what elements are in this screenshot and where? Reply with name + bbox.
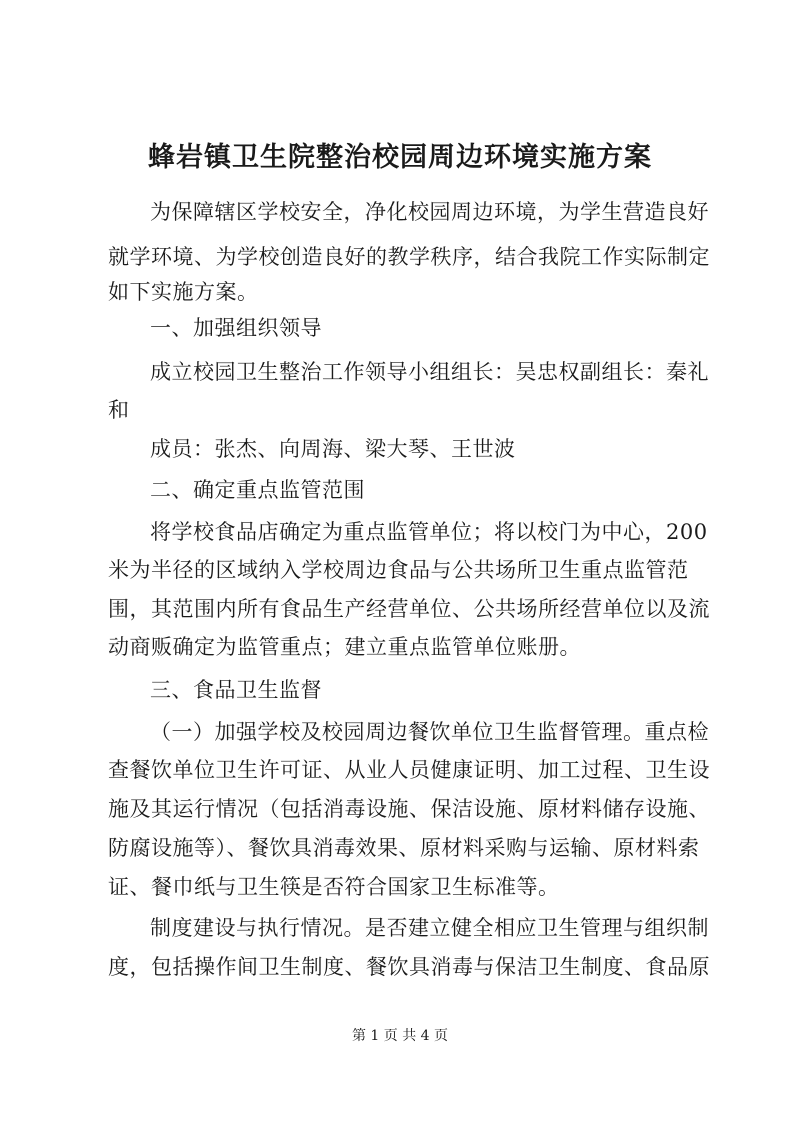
paragraph-line: 查餐饮单位卫生许可证、从业人员健康证明、加工过程、卫生设 [108, 758, 710, 782]
paragraph-line: 证、餐巾纸与卫生筷是否符合国家卫生标准等。 [108, 875, 560, 899]
paragraph-line: 制度建设与执行情况。是否建立健全相应卫生管理与组织制 [150, 916, 709, 940]
paragraph-line: 将学校食品店确定为重点监管单位；将以校门为中心，200 [150, 520, 708, 544]
page-footer: 第 1 页 共 4 页 [351, 1028, 449, 1044]
paragraph-line: 动商贩确定为监管重点；建立重点监管单位账册。 [108, 635, 581, 659]
paragraph-line: 为保障辖区学校安全，净化校园周边环境，为学生营造良好 [150, 200, 709, 224]
paragraph-line: 成员：张杰、向周海、梁大琴、王世波 [150, 437, 516, 461]
paragraph-line: 围，其范围内所有食品生产经营单位、公共场所经营单位以及流 [108, 597, 710, 621]
paragraph-line: 和 [108, 398, 130, 422]
section-heading: 二、确定重点监管范围 [150, 478, 365, 502]
document-title: 蜂岩镇卫生院整治校园周边环境实施方案 [148, 142, 652, 173]
paragraph-line: 如下实施方案。 [108, 280, 259, 304]
section-heading: 三、食品卫生监督 [150, 678, 322, 702]
paragraph-line: （一）加强学校及校园周边餐饮单位卫生监督管理。重点检 [150, 720, 709, 744]
paragraph-line: 度，包括操作间卫生制度、餐饮具消毒与保洁卫生制度、食品原 [108, 955, 710, 979]
paragraph-line: 米为半径的区域纳入学校周边食品与公共场所卫生重点监管范 [108, 558, 689, 582]
paragraph-line: 就学环境、为学校创造良好的教学秩序，结合我院工作实际制定 [108, 245, 710, 269]
paragraph-line: 施及其运行情况（包括消毒设施、保洁设施、原材料储存设施、 [108, 797, 710, 821]
section-heading: 一、加强组织领导 [150, 316, 322, 340]
paragraph-line: 防腐设施等）、餐饮具消毒效果、原材料采购与运输、原材料索 [108, 836, 700, 860]
paragraph-line: 成立校园卫生整治工作领导小组组长：吴忠权副组长：秦礼 [150, 360, 709, 384]
